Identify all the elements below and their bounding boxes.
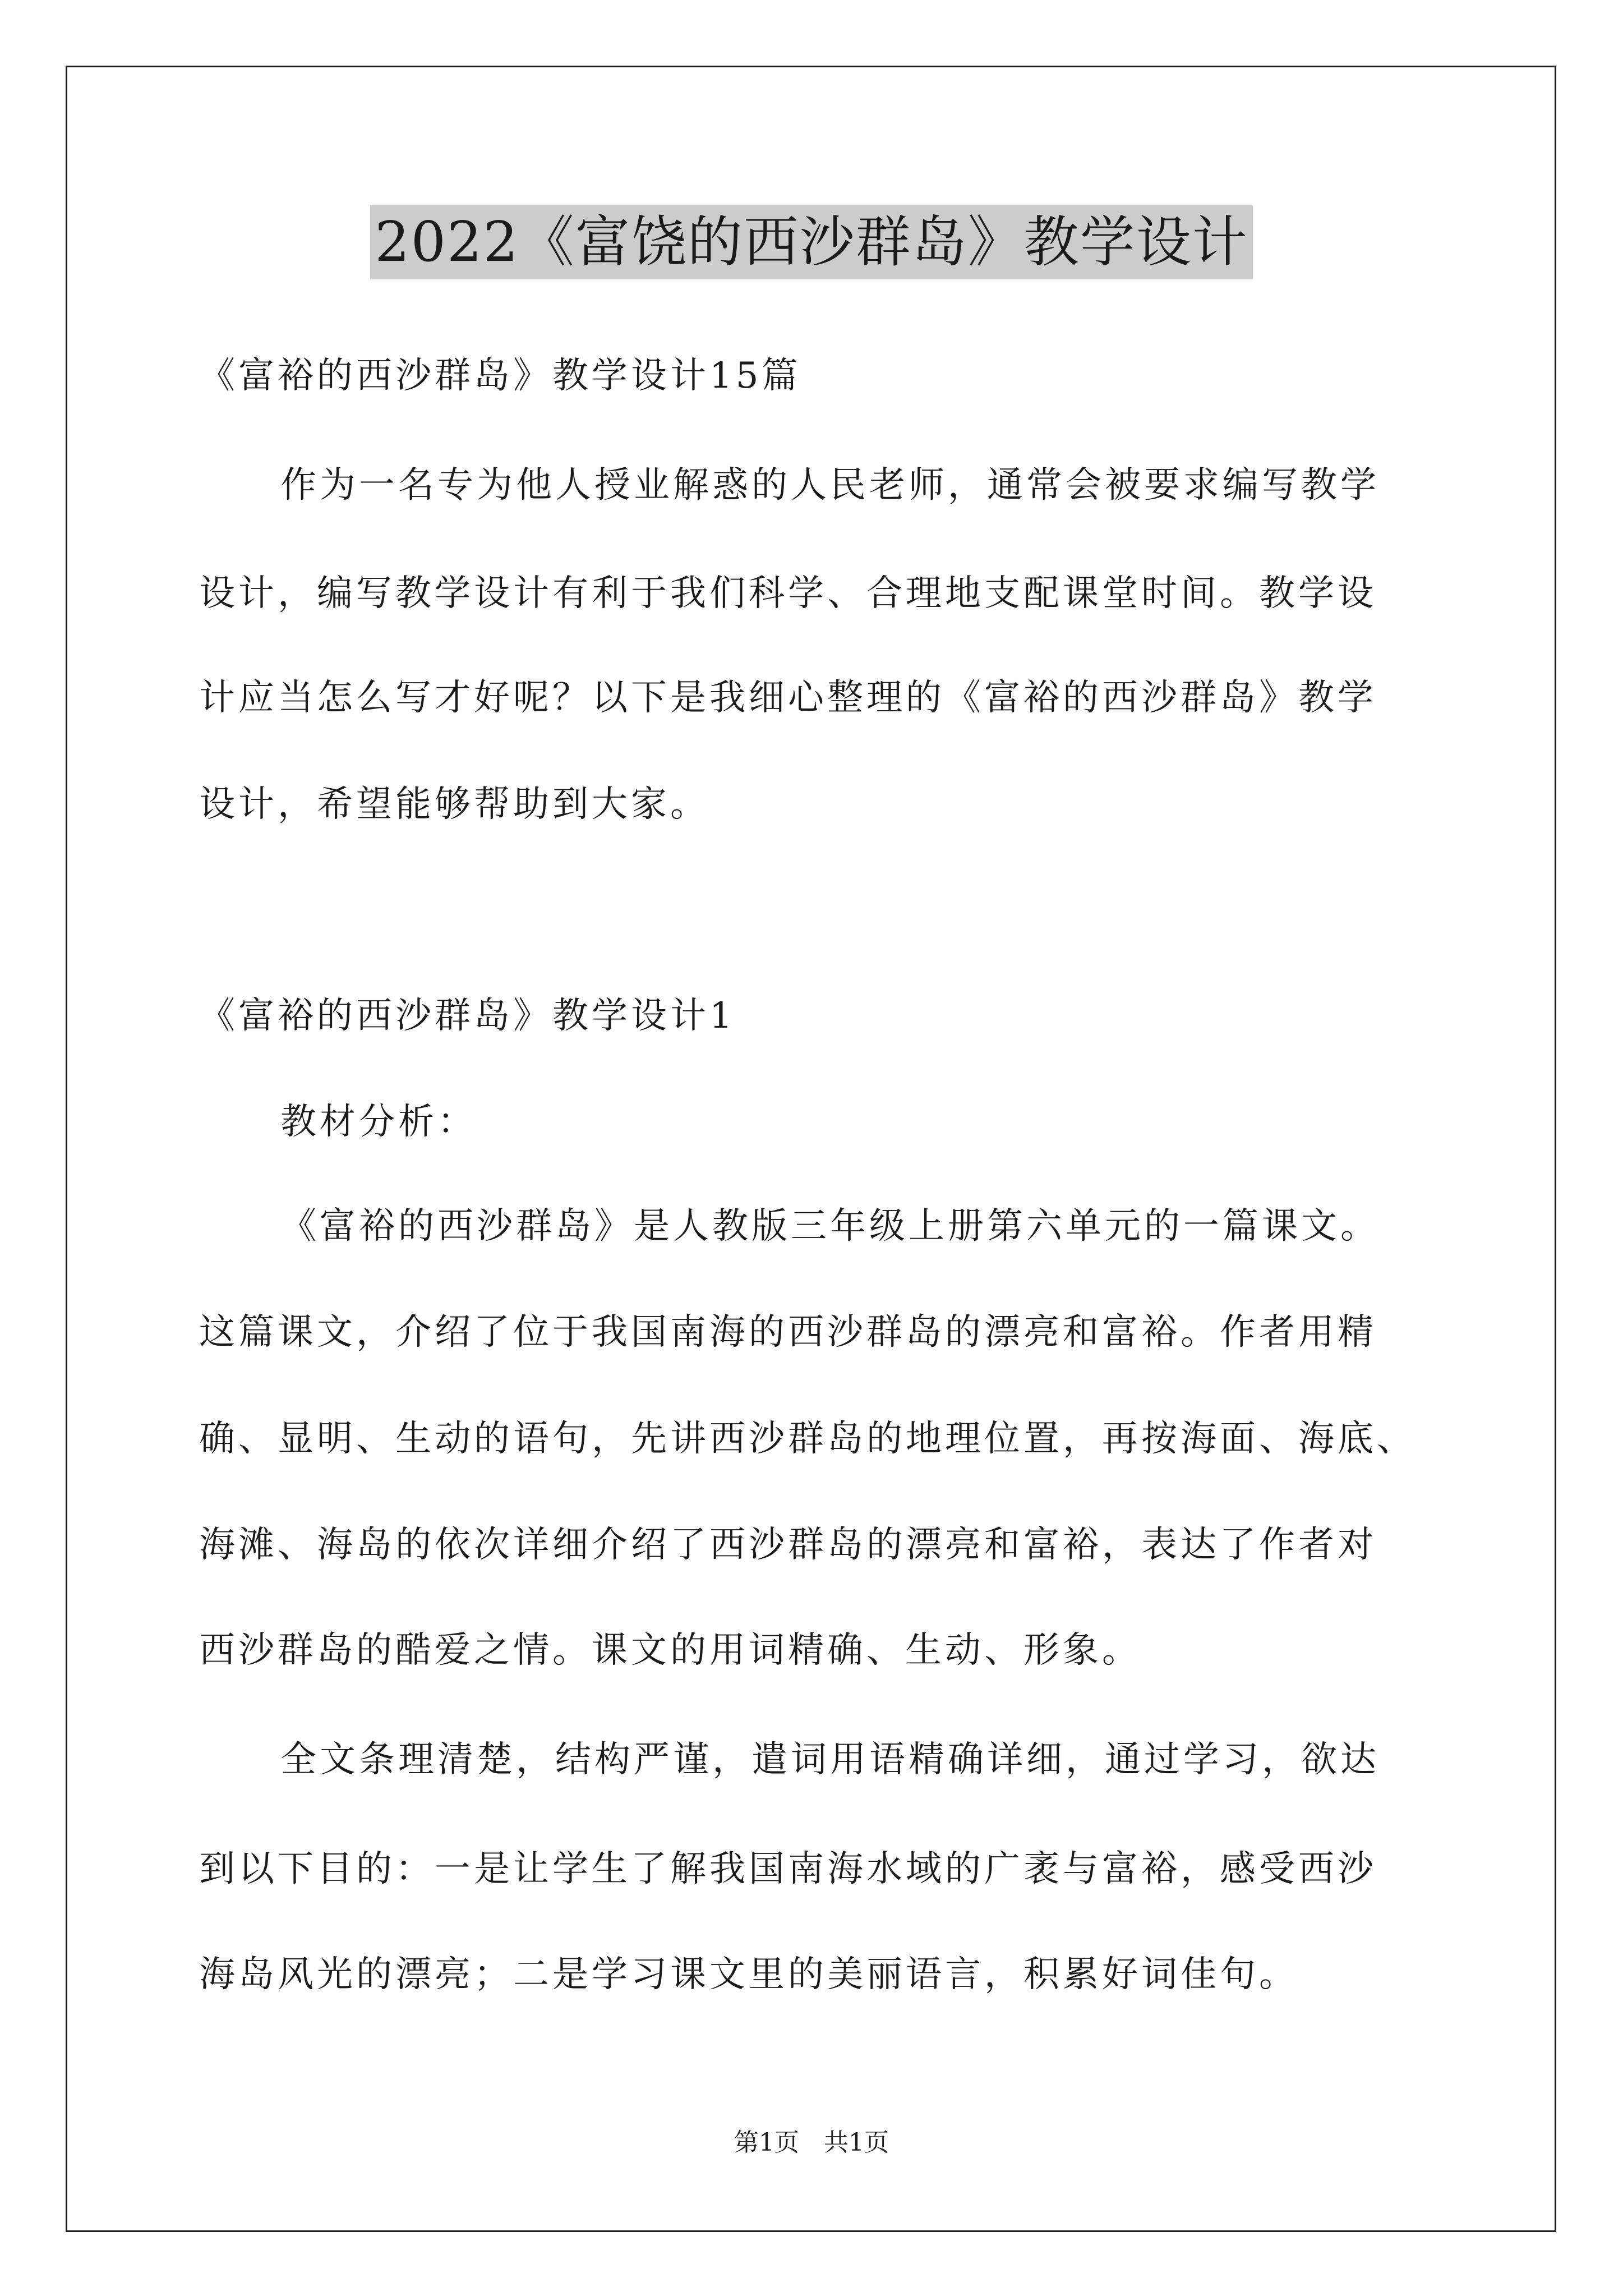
paragraph2-line-1: 全文条理清楚，结构严谨，遣词用语精确详细，通过学习，欲达 (280, 1739, 1380, 1780)
section-heading: 《富裕的西沙群岛》教学设计1 (199, 995, 736, 1037)
paragraph1-line-5: 西沙群岛的酷爱之情。课文的用词精确、生动、形象。 (199, 1630, 1141, 1671)
paragraph1-line-3: 确、显明、生动的语句，先讲西沙群岛的地理位置，再按海面、海底、 (199, 1418, 1416, 1460)
paragraph1-line-1: 《富裕的西沙群岛》是人教版三年级上册第六单元的一篇课文。 (280, 1205, 1380, 1247)
page-footer: 第1页 共1页 (734, 2128, 889, 2157)
title-container (0, 205, 1623, 279)
paragraph1-line-2: 这篇课文，介绍了位于我国南海的西沙群岛的漂亮和富裕。作者用精 (199, 1312, 1377, 1353)
intro-line-2: 设计，编写教学设计有利于我们科学、合理地支配课堂时间。教学设 (199, 573, 1377, 614)
document-title: 2022《富饶的西沙群岛》教学设计 (370, 205, 1252, 279)
intro-line-3: 计应当怎么写才好呢？以下是我细心整理的《富裕的西沙群岛》教学 (199, 677, 1377, 719)
document-subtitle: 《富裕的西沙群岛》教学设计15篇 (199, 355, 801, 397)
paragraph1-line-4: 海滩、海岛的依次详细介绍了西沙群岛的漂亮和富裕，表达了作者对 (199, 1524, 1377, 1566)
intro-line-1: 作为一名专为他人授业解惑的人民老师，通常会被要求编写教学 (280, 464, 1380, 506)
paragraph2-line-3: 海岛风光的漂亮；二是学习课文里的美丽语言，积累好词佳句。 (199, 1954, 1298, 1995)
analysis-label: 教材分析： (280, 1101, 477, 1143)
intro-line-4: 设计，希望能够帮助到大家。 (199, 784, 709, 825)
paragraph2-line-2: 到以下目的：一是让学生了解我国南海水域的广袤与富裕，感受西沙 (199, 1848, 1377, 1890)
